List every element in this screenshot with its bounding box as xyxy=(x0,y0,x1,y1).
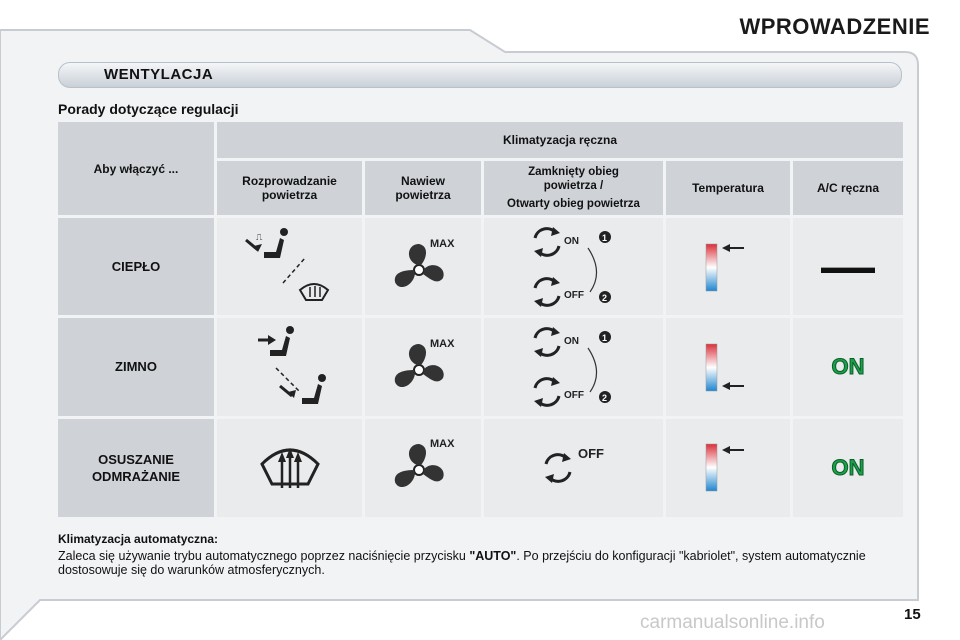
table-title: Porady dotyczące regulacji xyxy=(58,101,239,117)
section-title: WENTYLACJA xyxy=(104,66,214,83)
on-label: ON xyxy=(564,236,579,247)
col-header-recirculation: Zamknięty obieg powietrza / Otwarty obieg powietrza xyxy=(484,161,663,215)
max-label: MAX xyxy=(430,338,455,350)
off-label: OFF xyxy=(564,290,584,301)
col-header-ac: A/C ręczna xyxy=(793,161,903,215)
row-label-cold: ZIMNO xyxy=(58,318,214,416)
step-1-badge: 1 xyxy=(602,333,608,343)
watermark: carmanualsonline.info xyxy=(640,612,825,633)
auto-climate-text: Zaleca się używanie trybu automatycznego poprzez naciśnięcie przycisku "AUTO". Po przejściu do konfiguracji "kabriolet", system automatycznie dostosowuje się do warunków atmosferycznych. xyxy=(58,549,866,577)
ac-off-dash: — xyxy=(821,236,875,297)
on-label: ON xyxy=(564,336,579,347)
off-label: OFF xyxy=(564,390,584,401)
chapter-title: WPROWADZENIE xyxy=(739,14,930,39)
svg-text:⎍: ⎍ xyxy=(256,232,263,242)
row-label-defog: OSUSZANIE ODMRAŻANIE xyxy=(58,419,214,517)
auto-climate-title: Klimatyzacja automatyczna: xyxy=(58,532,219,546)
col-header-temperature: Temperatura xyxy=(666,161,790,215)
col-header-distribution: Rozprowadzanie powietrza xyxy=(217,161,362,215)
step-2-badge: 2 xyxy=(602,293,608,303)
max-label: MAX xyxy=(430,238,455,250)
col-header-airflow: Nawiew powietrza xyxy=(365,161,481,215)
off-label: OFF xyxy=(578,446,604,461)
ac-on-label: ON xyxy=(831,354,865,379)
corner-label: Aby włączyć ... xyxy=(93,161,179,176)
step-1-badge: 1 xyxy=(602,233,608,243)
step-2-badge: 2 xyxy=(602,393,608,403)
group-label: Klimatyzacja ręczna xyxy=(502,133,618,147)
row-label-heat: CIEPŁO xyxy=(58,218,214,315)
page-number: 15 xyxy=(904,606,921,623)
max-label: MAX xyxy=(430,438,455,450)
ac-on-label: ON xyxy=(831,455,865,480)
